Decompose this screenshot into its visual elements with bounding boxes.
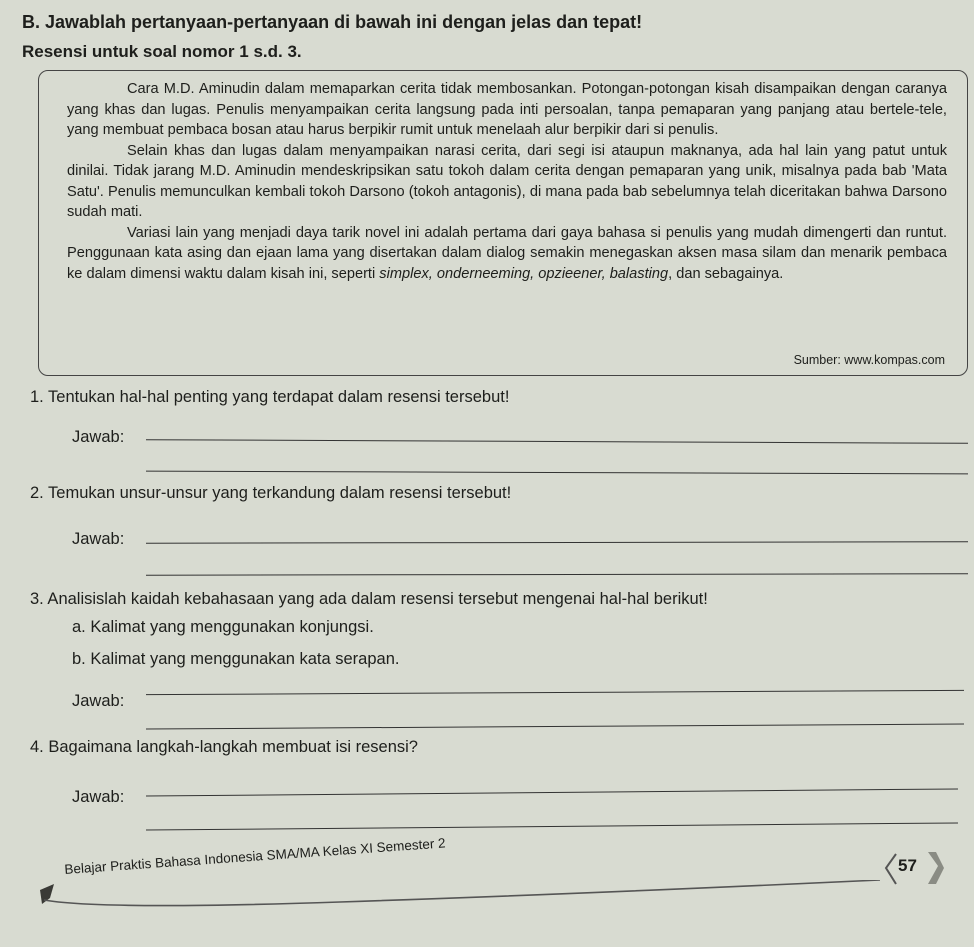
review-paragraph-3: Variasi lain yang menjadi daya tarik novel ini adalah pertama dari gaya bahasa si penulis yang mudah dimengerti dan runtut. Penggunaan kata asing dan ejaan lama yang disertakan dalam dialog semakin menegaskan aksen masa silam dan menarik pembaca ke dalam dimensi waktu dalam kisah ini, seperti simplex, onderneeming, opzieener, balasting, dan sebagainya.: [67, 224, 947, 282]
page-number: 57: [898, 856, 917, 875]
answer-line[interactable]: [146, 439, 968, 444]
answer-label-3: Jawab:: [72, 692, 125, 710]
answer-line[interactable]: [146, 788, 958, 796]
answer-line[interactable]: [146, 471, 968, 475]
answer-line[interactable]: [146, 541, 968, 543]
question-3: 3. Analisislah kaidah kebahasaan yang ada dalam resensi tersebut mengenai hal-hal berikut!: [30, 590, 708, 608]
question-3-item-a: a. Kalimat yang menggunakan konjungsi.: [72, 618, 374, 636]
footer-swoosh: [40, 880, 880, 910]
foreign-words: simplex, onderneeming, opzieener, balasting: [379, 265, 669, 282]
question-2: 2. Temukan unsur-unsur yang terkandung dalam resensi tersebut!: [30, 484, 512, 502]
review-paragraph-2: Selain khas dan lugas dalam menyampaikan narasi cerita, dari segi isi ataupun maknanya, ada hal lain yang patut untuk dinilai. Tidak jarang M.D. Aminudin mendeskripsikan satu tokoh dalam cerita dengan pemaparan yang unik, misalnya pada bab 'Mata Satu'. Penulis memunculkan kembali tokoh Darsono (tokoh antagonis), di mana pada bab sebelumnya telah diceritakan bahwa Darsono sudah mati.: [67, 142, 947, 220]
answer-line[interactable]: [146, 724, 964, 730]
question-1: 1. Tentukan hal-hal penting yang terdapat dalam resensi tersebut!: [30, 388, 510, 406]
answer-line[interactable]: [146, 822, 958, 830]
question-4: 4. Bagaimana langkah-langkah membuat isi resensi?: [30, 738, 418, 756]
review-source: Sumber: www.kompas.com: [793, 353, 945, 367]
section-heading: B. Jawablah pertanyaan-pertanyaan di bawah ini dengan jelas dan tepat!: [22, 12, 643, 32]
answer-line[interactable]: [146, 690, 964, 695]
answer-line[interactable]: [146, 573, 968, 575]
subheading: Resensi untuk soal nomor 1 s.d. 3.: [22, 42, 302, 61]
footer-book-title: Belajar Praktis Bahasa Indonesia SMA/MA Kelas XI Semester 2: [63, 835, 447, 877]
answer-label-1: Jawab:: [72, 428, 125, 446]
review-box: [38, 70, 968, 376]
review-paragraph-1: Cara M.D. Aminudin dalam memaparkan cerita tidak membosankan. Potongan-potongan kisah disampaikan dengan caranya yang khas dan lugas. Penulis menyampaikan cerita langsung pada inti persoalan, tanpa pemaparan yang panjang atau bertele-tele, yang membuat pembaca bosan atau harus berpikir rumit untuk menelaah alur berpikir dari si penulis.: [67, 81, 947, 138]
answer-label-2: Jawab:: [72, 530, 125, 548]
review-text: [67, 79, 947, 284]
question-3-item-b: b. Kalimat yang menggunakan kata serapan.: [72, 650, 400, 668]
answer-label-4: Jawab:: [72, 788, 125, 806]
